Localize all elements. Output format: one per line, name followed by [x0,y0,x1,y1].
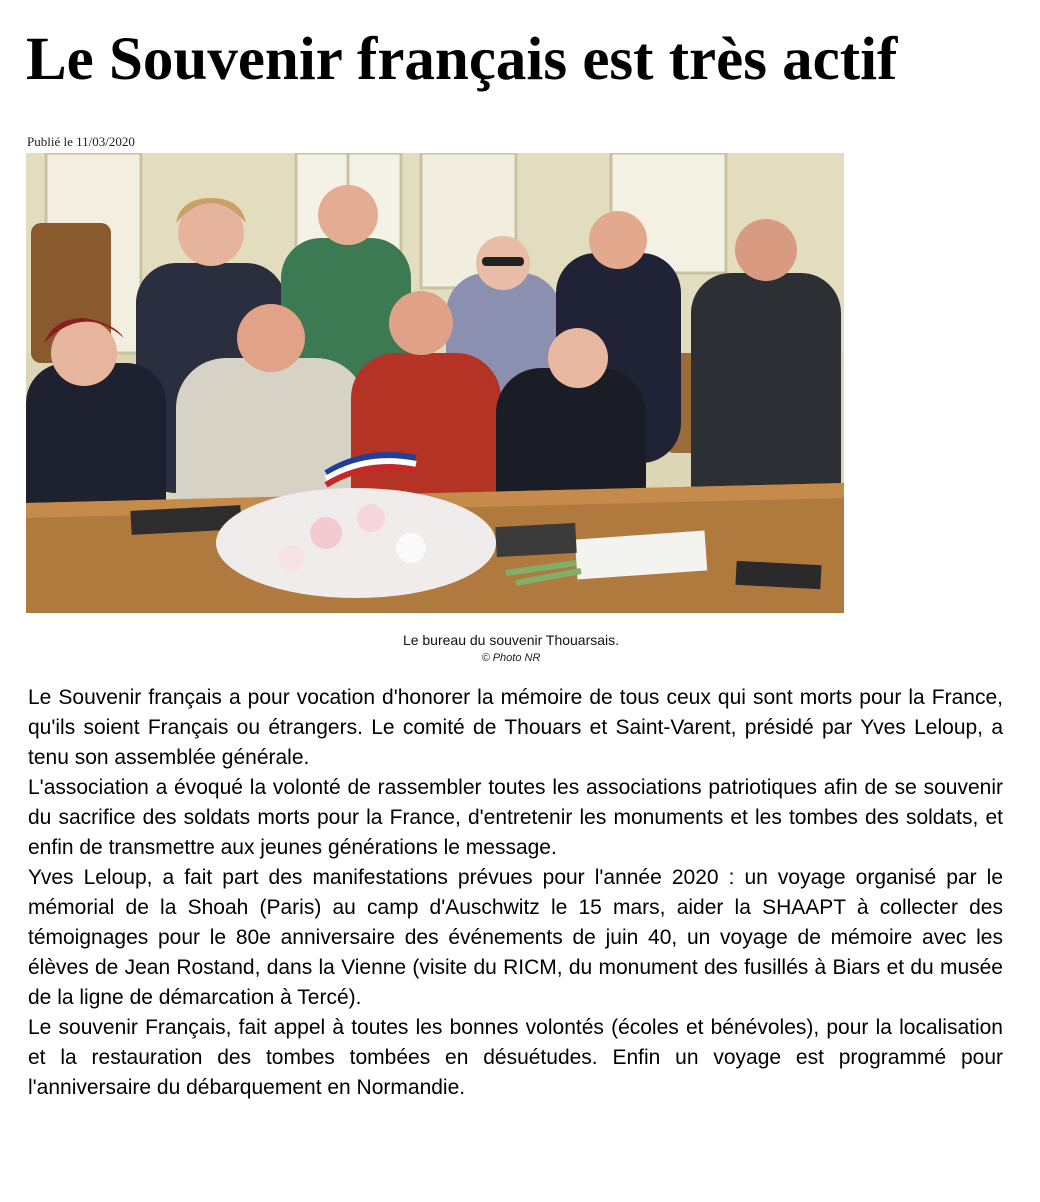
article-paragraph: Yves Leloup, a fait part des manifestations prévues pour l'année 2020 : un voyage organisé par le mémorial de la Shoah (Paris) au camp d'Auschwitz le 15 mars, aider la SHAAPT à collecter des témoignages pour le 80e anniversaire des événements de juin 40, un voyage de mémoire avec les élèves de Jean Rostand, dans la Vienne (visite du RICM, du monument des fusillés à Biars et du musée de la ligne de démarcation à Tercé). [28,866,1003,1009]
photo-caption: Le bureau du souvenir Thouarsais. [402,632,620,648]
article-paragraph: L'association a évoqué la volonté de rassembler toutes les associations patriotiques afin de se souvenir du sacrifice des soldats morts pour la France, d'entretenir les monuments et les tombes des soldats, et enfin de transmettre aux jeunes générations le message. [28,776,1003,859]
article-paragraph: Le souvenir Français, fait appel à toutes les bonnes volontés (écoles et bénévoles), pour la localisation et la restauration des tombes tombées en désuétudes. Enfin un voyage est programmé pour l'anniversaire du débarquement en Normandie. [28,1016,1003,1099]
article-body [28,683,1003,1103]
photo-credit: © Photo NR [481,652,541,664]
group-photo-illustration [26,153,844,613]
publication-date: Publié le 11/03/2020 [27,134,135,149]
article-title: Le Souvenir français est très actif [26,26,898,93]
article-paragraph: Le Souvenir français a pour vocation d'honorer la mémoire de tous ceux qui sont morts pour la France, qu'ils soient Français ou étrangers. Le comité de Thouars et Saint-Varent, présidé par Yves Leloup, a tenu son assemblée générale. [28,686,1003,769]
group-photo [26,153,844,613]
